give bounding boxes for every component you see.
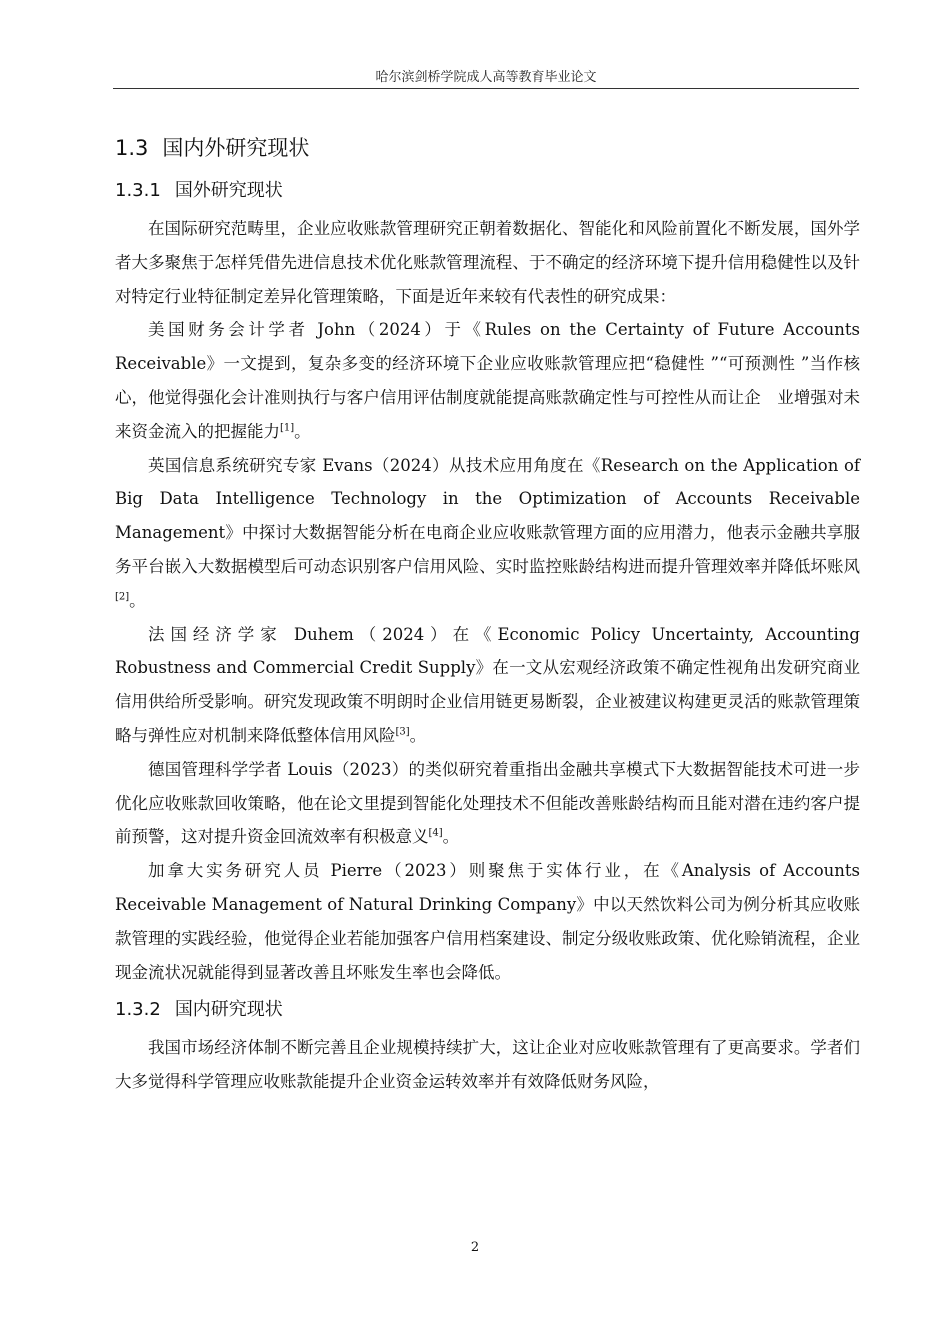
paragraph-end: 。 [442,827,460,847]
paragraph-text: 在国际研究范畴里，企业应收账款管理研究正朝着数据化、智能化和风险前置化不断发展，国外学者大多聚焦于怎样凭借先进信息技术优化账款管理流程、于不确定的经济环境下提升信用稳健性以及针对特定行业特征制定差异化管理策略，下面是近年来较有代表性的研究成果： [115,219,860,306]
paragraph-end: 。 [409,725,427,745]
section-title: 国内研究现状 [174,999,283,1021]
body-paragraph [115,618,860,753]
page-header: 哈尔滨剑桥学院成人高等教育毕业论文 [375,70,597,85]
paragraph-end: 。 [294,421,311,441]
citation-ref: [3] [395,726,410,738]
body-paragraph [115,854,860,989]
section-heading-1-3-1 [115,170,860,212]
citation-ref: [1] [280,422,295,434]
header-divider [113,88,859,89]
body-paragraph [115,1031,860,1099]
paragraph-text: 美国财务会计学者 John（2024）于《Rules on the Certainty of Future Accounts Receivable》一文提到，复杂多变的经济环境下企业应收账款管理应把“稳健性 ”“可预测性 ”当作核 心，他觉得强化会计准则执行与客户信用评估制度就能提高账款确定性与可控性从而让企 业增强对未来资金流入的把握能力 [115,320,877,441]
page-body [115,118,877,1099]
section-heading-1-3-2 [115,989,860,1031]
section-number: 1.3 [115,136,149,160]
citation-ref: [2] [115,591,130,603]
page-number: 2 [470,1240,480,1255]
paragraph-end: 。 [129,590,146,610]
section-title: 国外研究现状 [174,180,283,201]
body-paragraph [115,313,877,448]
body-paragraph [115,449,860,618]
section-number: 1.3.1 [115,180,161,201]
section-heading-1-3 [115,126,860,170]
paragraph-text: 德国管理科学学者 Louis（2023）的类似研究着重指出金融共享模式下大数据智能技术可进一步优化应收账款回收策略，他在论文里提到智能化处理技术不但能改善账龄结构而且能对潜在违约客户提前预警，这对提升资金回流效率有积极意义 [115,759,860,847]
body-paragraph [115,212,860,313]
section-title: 国内外研究现状 [162,136,310,160]
paragraph-text: 法国经济学家 Duhem（2024）在《Economic Policy Uncertainty, Accounting Robustness and Commercial Credit Supply》在一文从宏观经济政策不确定性视角出发研究商业信用供给所受影响。研究发现政策不明朗时企业信用链更易断裂，企业被建议构建更灵活的账款管理策略与弹性应对机制来降低整体信用风险 [115,624,860,745]
body-paragraph [115,753,860,854]
paragraph-text: 英国信息系统研究专家 Evans（2024）从技术应用角度在《Research on the Application of Big Data Intelligence Technology in the Optimization of Accounts Receivable Management》中探讨大数据智能分析在电商企业应收账款管理方面的应用潜力，他表示金融共享服务平台嵌入大数据模型后可动态识别客户信用风险、实时监控账龄结构进而提升管理效率并降低坏账风 [115,455,860,576]
paragraph-text: 我国市场经济体制不断完善且企业规模持续扩大，这让企业对应收账款管理有了更高要求。学者们大多觉得科学管理应收账款能提升企业资金运转效率并有效降低财务风险， [115,1038,860,1092]
section-number: 1.3.2 [115,999,161,1021]
citation-ref: [4] [428,827,443,839]
paragraph-text: 加拿大实务研究人员 Pierre（2023）则聚焦于实体行业，在《Analysis of Accounts Receivable Management of Natural Drinking Company》中以天然饮料公司为例分析其应收账款管理的实践经验，他觉得企业若能加强客户信用档案建设、制定分级收账政策、优化赊销流程，企业现金流状况就能得到显著改善且坏账发生率也会降低。 [115,861,860,982]
